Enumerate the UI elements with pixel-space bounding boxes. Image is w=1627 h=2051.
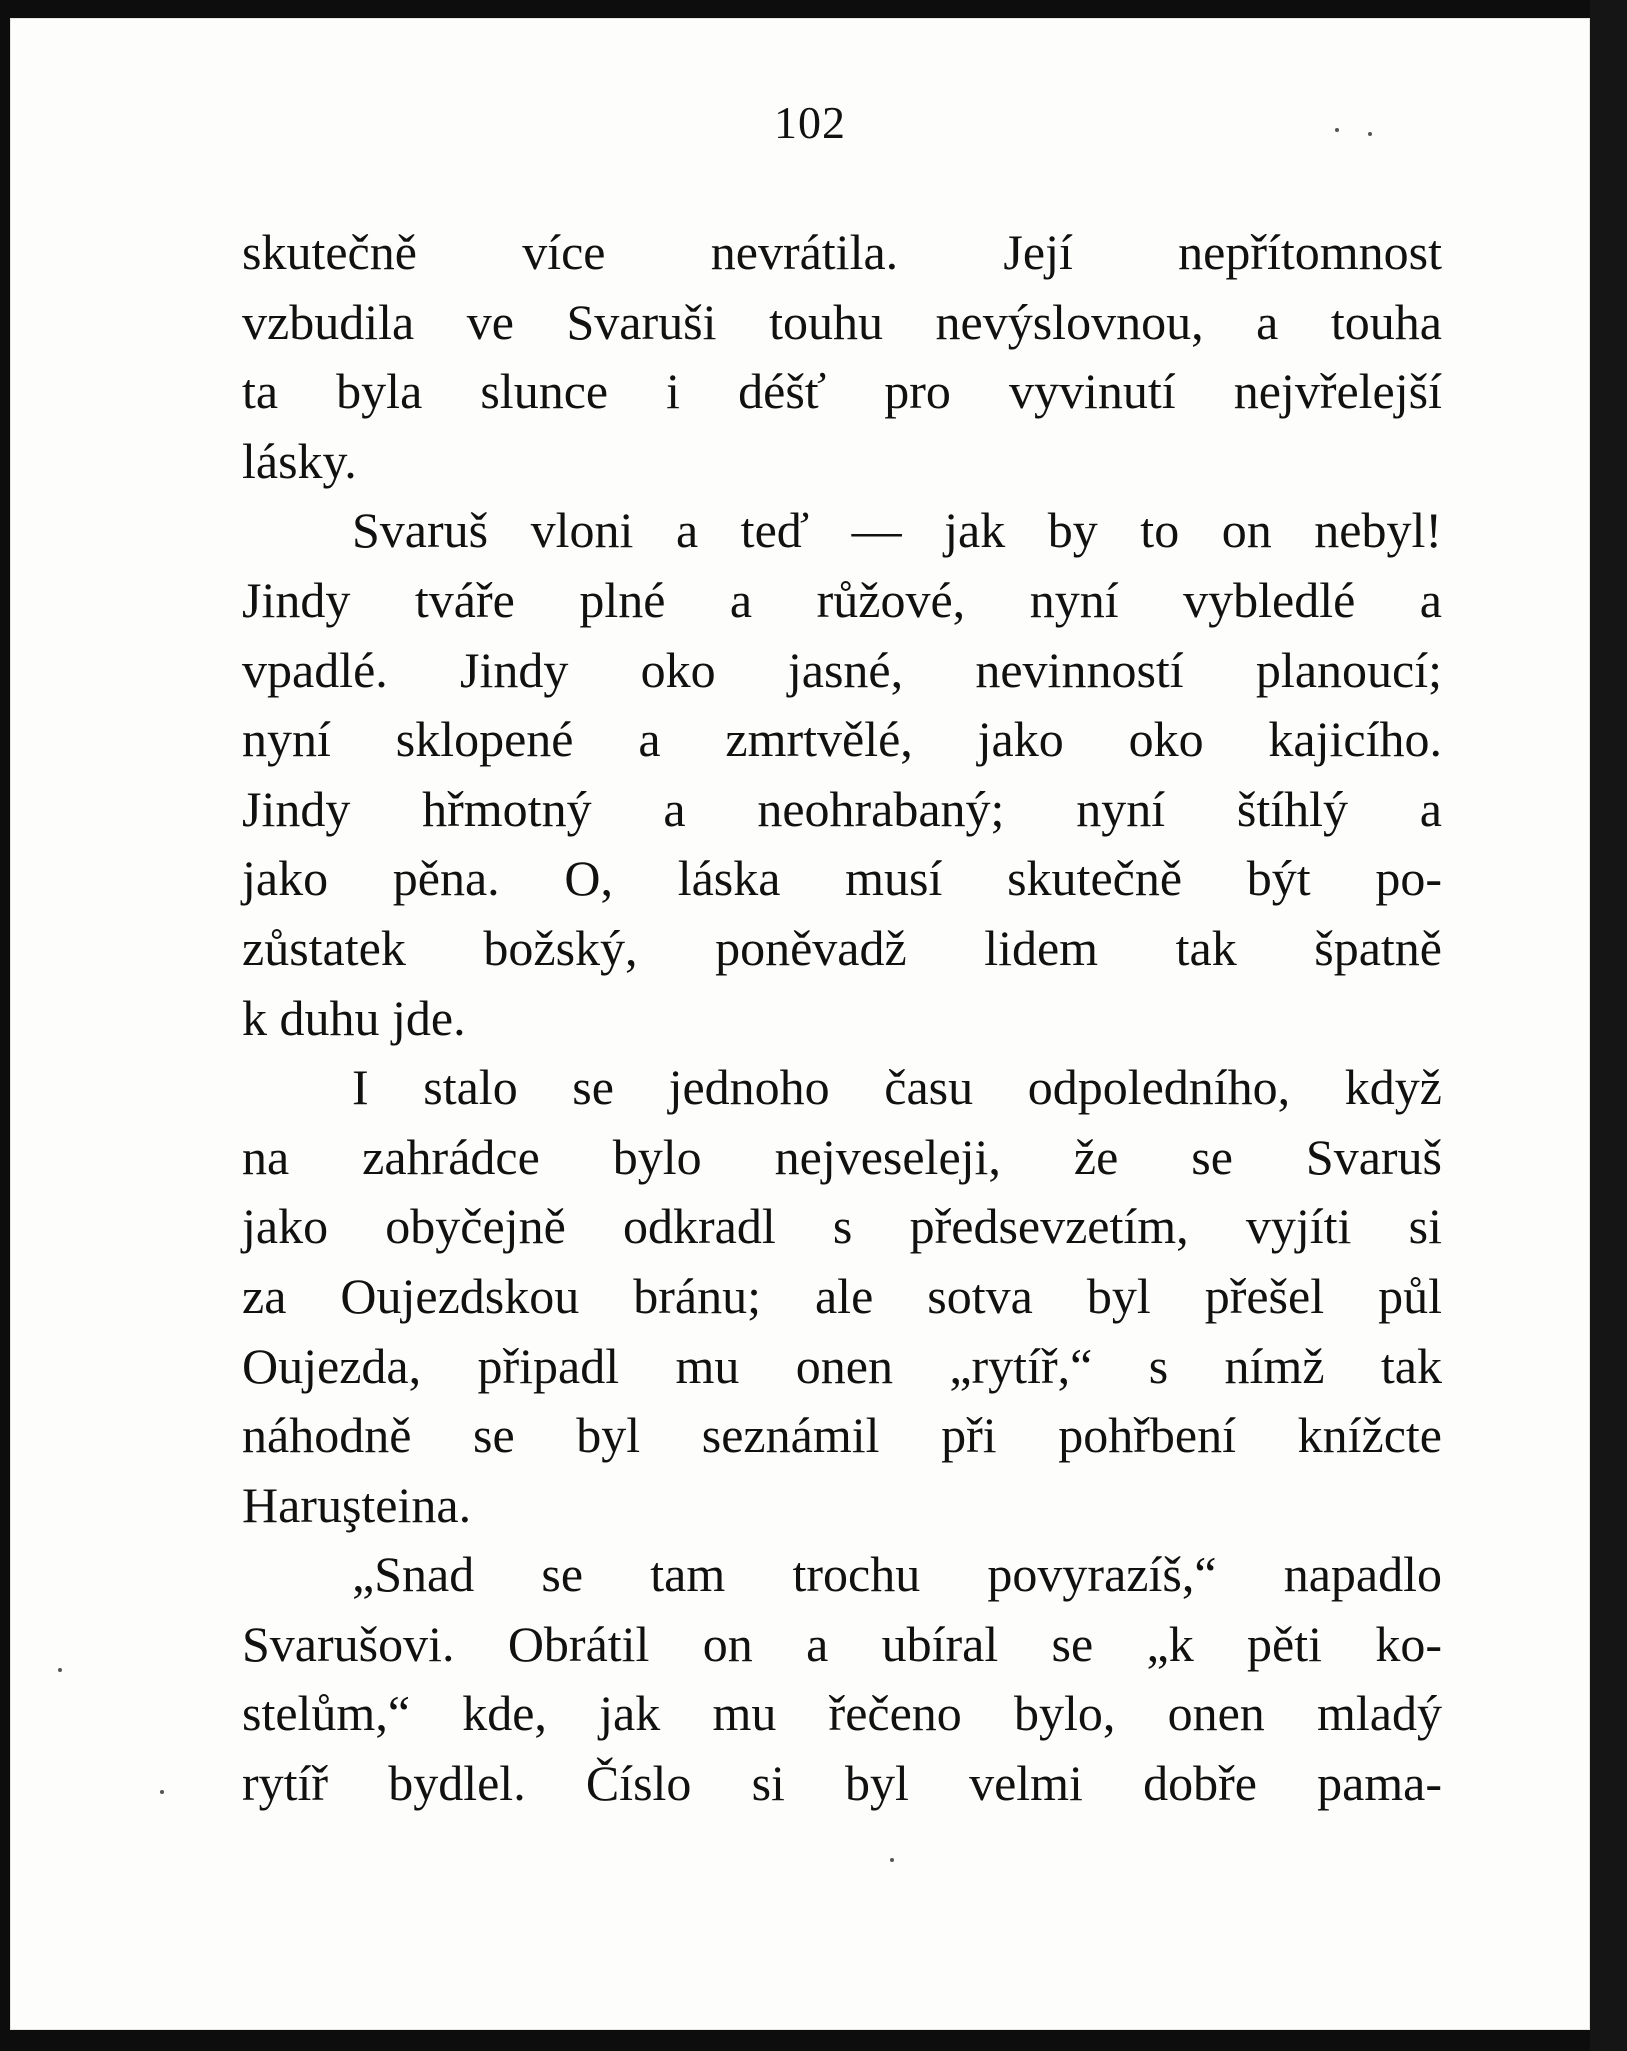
paper-speck [1368,132,1372,136]
text-line: zůstatek božský, poněvadž lidem tak špatně [242,919,1442,976]
text-line: k duhu jde. [242,989,466,1046]
paper-speck [1335,128,1339,132]
text-line: Haruşteina. [242,1476,472,1533]
body-text [242,218,1442,1819]
text-line: Svaruš vloni a teď — jak by to on nebyl! [352,502,1442,559]
text-line: „Snad se tam trochu povyrazíš,“ napadlo [352,1546,1442,1603]
paragraph [242,496,1442,1053]
text-line: Jindy tváře plné a růžové, nyní vybledlé a [242,571,1442,628]
text-line: jako pěna. O, láska musí skutečně být po- [242,850,1442,907]
text-line: rytíř bydlel. Číslo si byl velmi dobře pama- [242,1755,1442,1812]
text-line: stelům,“ kde, jak mu řečeno bylo, onen mladý [242,1685,1442,1742]
paragraph [242,1053,1442,1540]
text-line: Jindy hřmotný a neohrabaný; nyní štíhlý a [242,780,1442,837]
paper-speck [58,1668,62,1672]
text-line: ta byla slunce i déšť pro vyvinutí nejvřelejší [242,363,1442,420]
text-line: vzbudila ve Svaruši touhu nevýslovnou, a touha [242,293,1442,350]
text-line: Oujezda, připadl mu onen „rytíř,“ s nímž tak [242,1337,1442,1394]
paragraph [242,1540,1442,1818]
text-line: jako obyčejně odkradl s předsevzetím, vyjíti si [242,1198,1442,1255]
text-line: lásky. [242,432,357,489]
page-edge [1590,0,1627,2051]
text-line: vpadlé. Jindy oko jasné, nevinností planoucí; [242,641,1442,698]
book-page [10,18,1590,2030]
text-line: za Oujezdskou bránu; ale sotva byl přešel půl [242,1267,1442,1324]
paper-speck [890,1858,894,1862]
text-line: Svarušovi. Obrátil on a ubíral se „k pěti ko- [242,1615,1442,1672]
paragraph [242,218,1442,496]
text-line: skutečně více nevrátila. Její nepřítomnost [242,224,1442,280]
text-line: nyní sklopené a zmrtvělé, jako oko kajicího. [242,711,1442,768]
text-line: I stalo se jednoho času odpoledního, když [352,1059,1442,1116]
text-line: náhodně se byl seznámil při pohřbení knížcte [242,1407,1442,1464]
text-line: na zahrádce bylo nejveseleji, že se Svaruš [242,1128,1442,1185]
paper-speck [160,1790,164,1794]
page-number: 102 [774,97,846,148]
